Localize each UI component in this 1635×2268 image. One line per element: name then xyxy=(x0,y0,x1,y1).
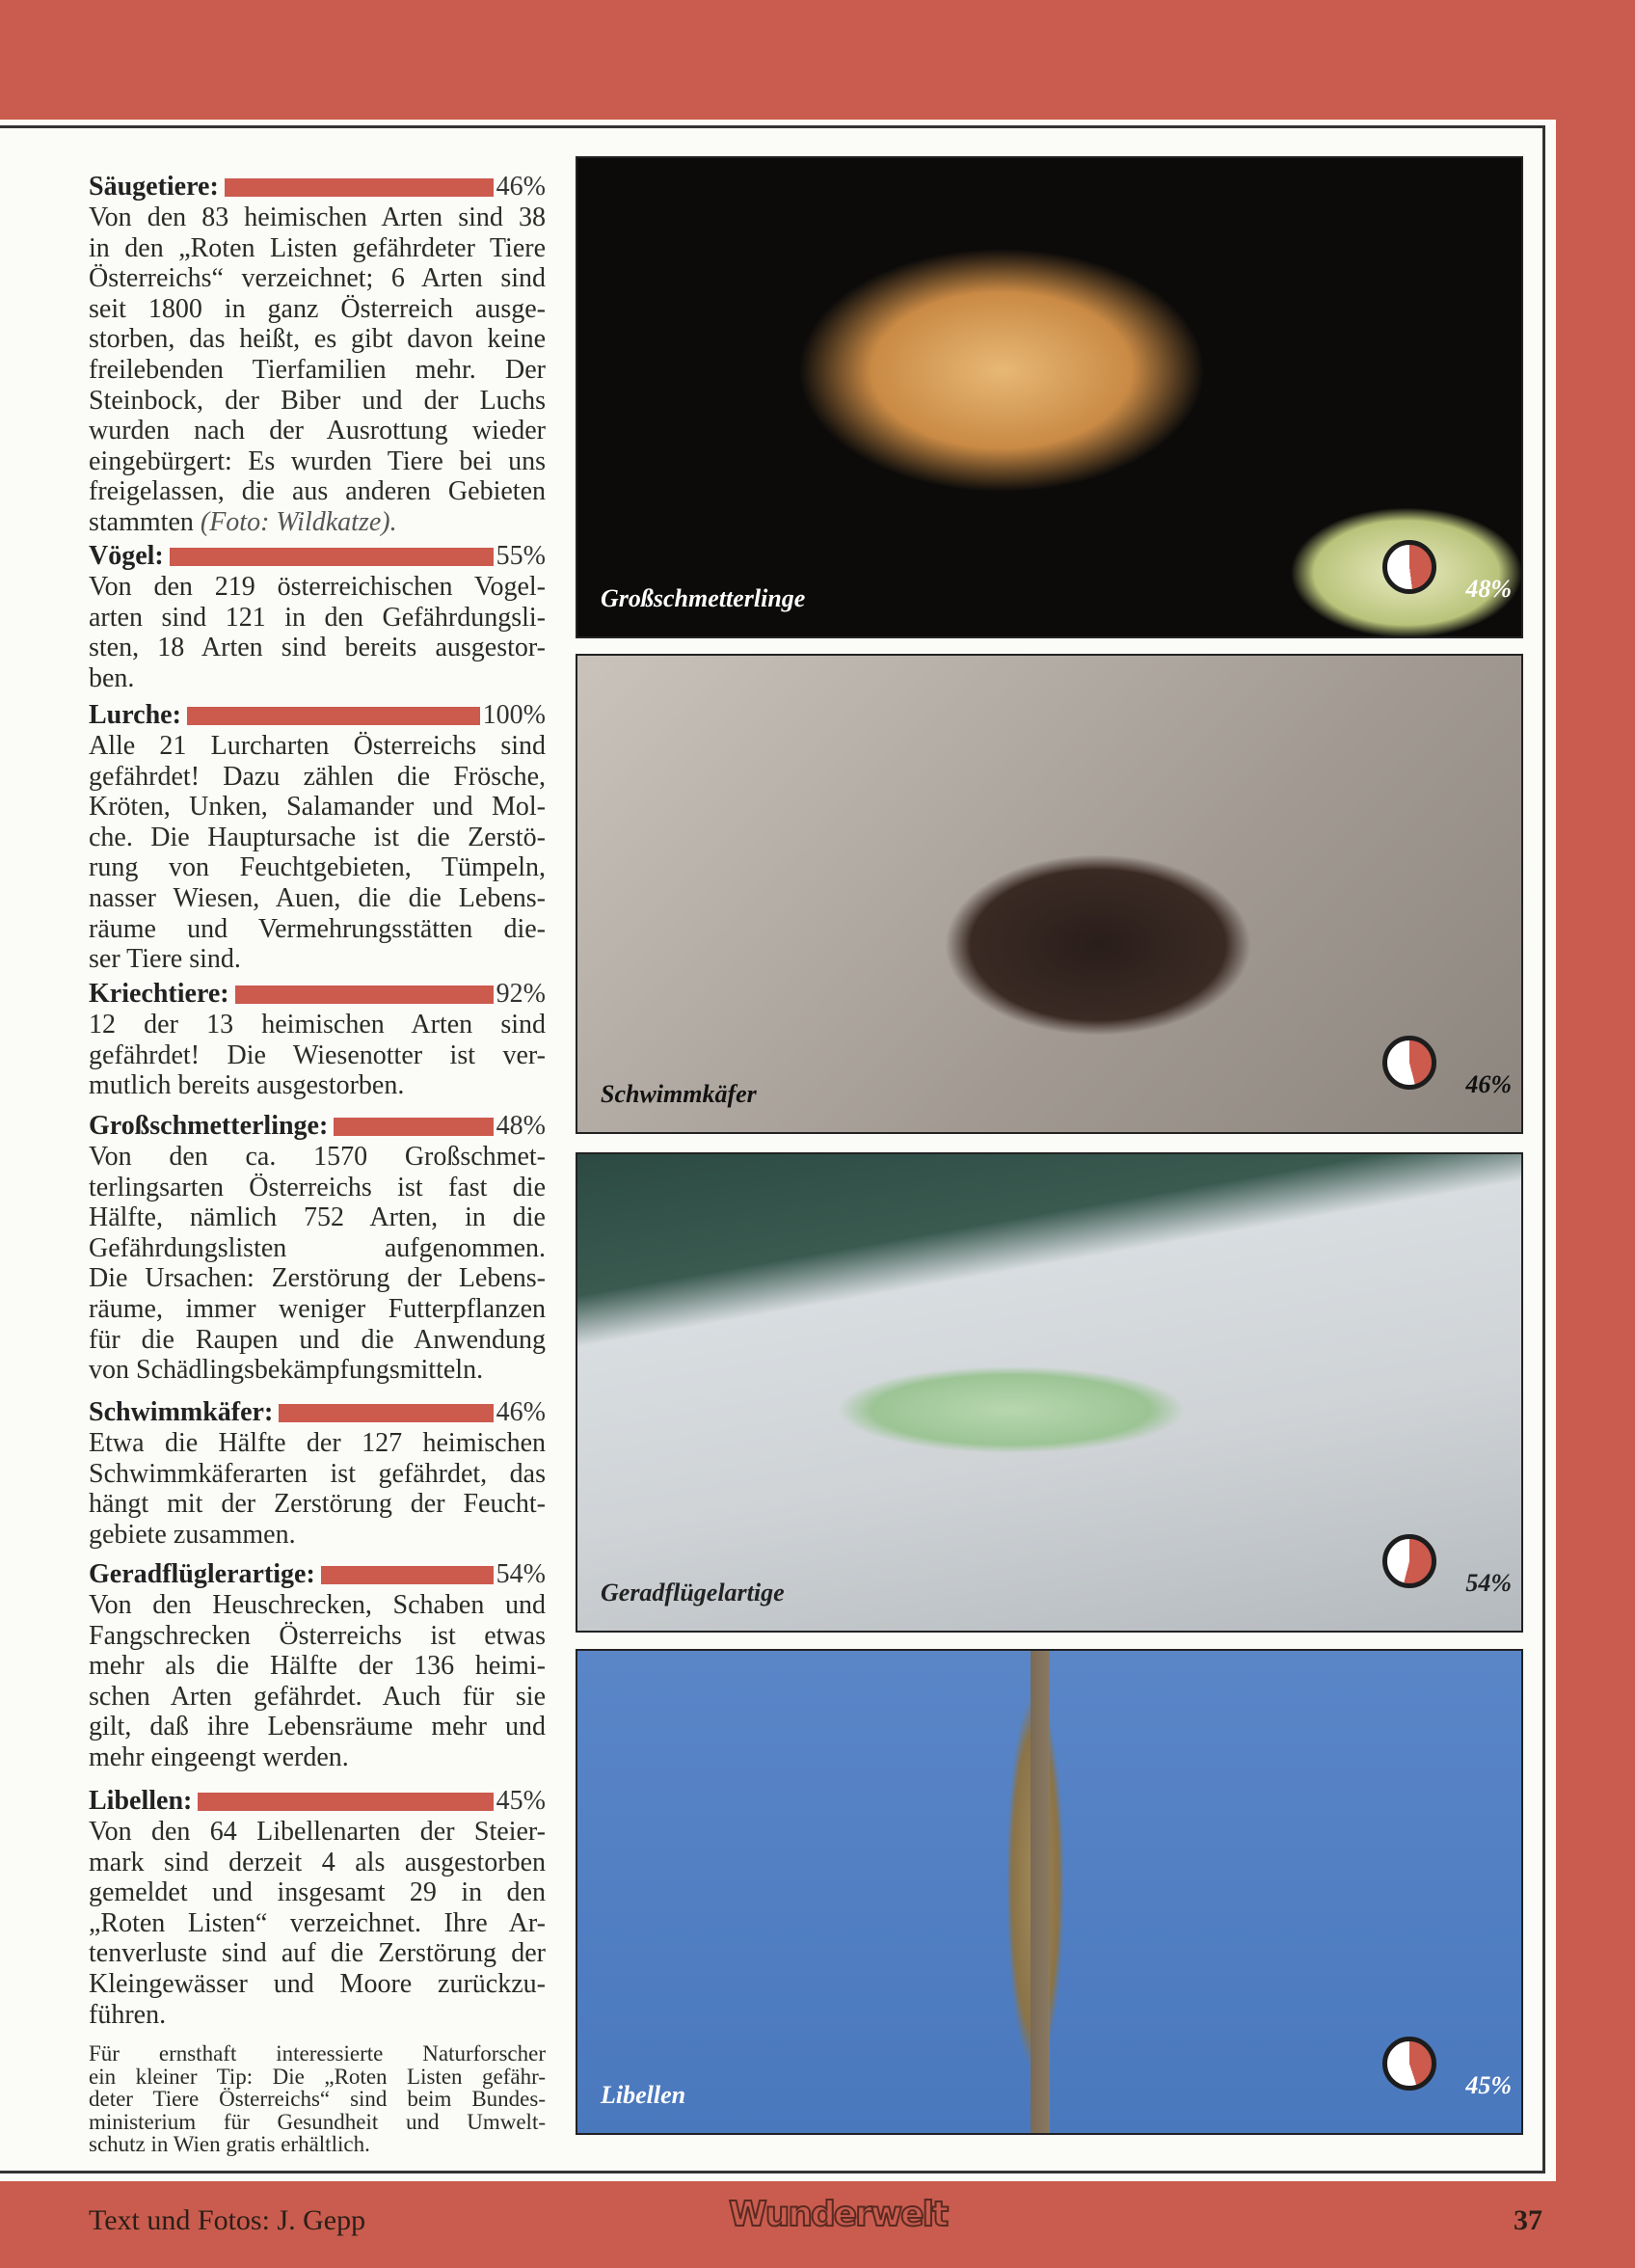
text-line: Von den Heuschrecken, Schaben und xyxy=(89,1590,546,1620)
section-percent: 45% xyxy=(496,1786,546,1816)
text-line: mehr als die Hälfte der 136 heimi- xyxy=(89,1651,546,1682)
section-2 xyxy=(89,700,546,975)
text-line: in den „Roten Listen gefährdeter Tiere xyxy=(89,232,546,263)
text-line: schen Arten gefährdet. Auch für sie xyxy=(89,1681,546,1712)
section-heading xyxy=(89,979,546,1010)
text-line: che. Die Hauptursache ist die Zerstö- xyxy=(89,822,546,852)
percent-bar xyxy=(198,1793,493,1811)
percent-bar xyxy=(334,1118,493,1136)
percent-bar xyxy=(321,1566,494,1584)
text-line: mark sind derzeit 4 als ausgestorben xyxy=(89,1847,546,1877)
text-line: Fangschrecken Österreichs ist etwas xyxy=(89,1620,546,1651)
section-percent: 54% xyxy=(496,1559,546,1589)
text-line: Von den 219 österreichischen Vogel- xyxy=(89,572,546,602)
text-line: seit 1800 in ganz Österreich ausge- xyxy=(89,293,546,324)
text-line: gefährdet! Dazu zählen die Frösche, xyxy=(89,761,546,792)
percent-bar xyxy=(225,178,494,197)
magazine-logo: Wunderwelt xyxy=(729,2195,948,2234)
section-0 xyxy=(89,172,546,538)
text-line: storben, das heißt, es gibt davon keine xyxy=(89,324,546,355)
text-line: Etwa die Hälfte der 127 heimischen xyxy=(89,1428,546,1458)
section-percent: 48% xyxy=(496,1111,546,1141)
text-line: ein kleiner Tip: Die „Roten Listen gefähr- xyxy=(89,2064,546,2089)
photo-percent: 45% xyxy=(1465,2071,1512,2099)
section-heading xyxy=(89,541,546,572)
text-line: gilt, daß ihre Lebensräume mehr und xyxy=(89,1712,546,1742)
text-line xyxy=(89,507,546,538)
text-line: Gefährdungslisten aufgenommen. xyxy=(89,1232,546,1263)
section-label: Lurche: xyxy=(89,700,181,730)
photo-butterfly xyxy=(576,156,1523,638)
section-label: Schwimmkäfer: xyxy=(89,1397,274,1427)
section-heading xyxy=(89,1559,546,1590)
text-line: arten sind 121 in den Gefährdungsli- xyxy=(89,602,546,633)
section-percent: 100% xyxy=(482,700,546,730)
text-line: gebiete zusammen. xyxy=(89,1519,296,1550)
section-heading xyxy=(89,1786,546,1817)
section-6 xyxy=(89,1559,546,1773)
text-line: räume, immer weniger Futterpflanzen xyxy=(89,1293,546,1324)
section-percent: 55% xyxy=(496,541,546,571)
pie-chart-icon xyxy=(1382,2037,1436,2091)
pie-chart-icon xyxy=(1382,540,1436,594)
section-1 xyxy=(89,541,546,693)
page-number: 37 xyxy=(1514,2204,1542,2236)
photo-percent: 54% xyxy=(1465,1569,1512,1597)
text-line: ministerium für Gesundheit und Umwelt- xyxy=(89,2109,546,2134)
percent-bar xyxy=(170,548,494,566)
section-heading xyxy=(89,1397,546,1428)
text-line: sten, 18 Arten sind bereits ausgestor- xyxy=(89,633,546,663)
text-line: Steinbock, der Biber und der Luchs xyxy=(89,385,546,416)
text-line: Hälfte, nämlich 752 Arten, in die xyxy=(89,1202,546,1233)
photo-caption: Großschmetterlinge xyxy=(601,584,806,612)
section-3 xyxy=(89,979,546,1101)
text-line: hängt mit der Zerstörung der Feucht- xyxy=(89,1489,546,1520)
text-line: deter Tiere Österreichs“ sind beim Bundes- xyxy=(89,2087,546,2111)
photo-percent: 46% xyxy=(1465,1070,1512,1098)
text-line: tenverluste sind auf die Zerstörung der xyxy=(89,1938,546,1969)
photo-dragonfly xyxy=(576,1649,1523,2135)
photo-caption: Geradflügelartige xyxy=(601,1579,785,1606)
section-label: Säugetiere: xyxy=(89,172,219,202)
photo-caption: Schwimmkäfer xyxy=(601,1080,757,1108)
text-line: mehr eingeengt werden. xyxy=(89,1742,349,1772)
text-line: gefährdet! Die Wiesenotter ist ver- xyxy=(89,1040,546,1070)
text-line: Schwimmkäferarten ist gefährdet, das xyxy=(89,1458,546,1489)
text-line: eingebürgert: Es wurden Tiere bei uns xyxy=(89,446,546,476)
text-line: Kleingewässer und Moore zurückzu- xyxy=(89,1968,546,1999)
text-line: rung von Feuchtgebieten, Tümpeln, xyxy=(89,852,546,883)
text-line: wurden nach der Ausrottung wieder xyxy=(89,416,546,446)
section-heading xyxy=(89,700,546,731)
text-line: freigelassen, die aus anderen Gebieten xyxy=(89,476,546,507)
footer-credit: Text und Fotos: J. Gepp xyxy=(89,2204,366,2236)
percent-bar xyxy=(187,707,480,725)
section-7 xyxy=(89,1786,546,2030)
text-line: 12 der 13 heimischen Arten sind xyxy=(89,1010,546,1040)
percent-bar xyxy=(235,986,494,1004)
text-line-body: stammten xyxy=(89,506,194,537)
text-line: Österreichs“ verzeichnet; 6 Arten sind xyxy=(89,263,546,294)
section-label: Vögel: xyxy=(89,541,164,571)
text-line: Von den ca. 1570 Großschmet- xyxy=(89,1142,546,1172)
section-percent: 92% xyxy=(496,979,546,1009)
section-label: Libellen: xyxy=(89,1786,193,1816)
photo-credit: (Foto: Wildkatze). xyxy=(200,506,397,537)
photo-percent: 48% xyxy=(1465,575,1512,603)
text-line: Von den 64 Libellenarten der Steier- xyxy=(89,1817,546,1847)
text-line: Alle 21 Lurcharten Österreichs sind xyxy=(89,731,546,761)
pie-chart-icon xyxy=(1382,1534,1436,1588)
text-line: schutz in Wien gratis erhältlich. xyxy=(89,2132,370,2156)
section-heading xyxy=(89,1111,546,1142)
text-line: Kröten, Unken, Salamander und Mol- xyxy=(89,792,546,823)
text-line: Die Ursachen: Zerstörung der Lebens- xyxy=(89,1263,546,1294)
section-percent: 46% xyxy=(496,1397,546,1427)
text-line: mutlich bereits ausgestorben. xyxy=(89,1070,405,1101)
text-line: terlingsarten Österreichs ist fast die xyxy=(89,1172,546,1202)
text-line: nasser Wiesen, Auen, die die Lebens- xyxy=(89,882,546,913)
text-line: Für ernsthaft interessierte Naturforscher xyxy=(89,2041,546,2066)
tip-note xyxy=(89,2042,546,2156)
pie-chart-icon xyxy=(1382,1036,1436,1090)
section-heading xyxy=(89,172,546,202)
photo-grasshopper xyxy=(576,1152,1523,1633)
percent-bar xyxy=(279,1404,493,1422)
section-label: Geradflüglerartige: xyxy=(89,1559,315,1589)
section-label: Großschmetterlinge: xyxy=(89,1111,329,1141)
text-line: freilebenden Tierfamilien mehr. Der xyxy=(89,354,546,385)
section-5 xyxy=(89,1397,546,1550)
text-line: gemeldet und insgesamt 29 in den xyxy=(89,1877,546,1908)
text-line: räume und Vermehrungsstätten die- xyxy=(89,913,546,944)
text-line: für die Raupen und die Anwendung xyxy=(89,1324,546,1355)
text-line: Von den 83 heimischen Arten sind 38 xyxy=(89,202,546,232)
section-label: Kriechtiere: xyxy=(89,979,229,1009)
text-line: von Schädlingsbekämpfungsmitteln. xyxy=(89,1355,484,1386)
text-line: ser Tiere sind. xyxy=(89,944,241,975)
page xyxy=(0,120,1556,2181)
photo-caption: Libellen xyxy=(601,2081,686,2109)
text-line: ben. xyxy=(89,662,135,693)
section-percent: 46% xyxy=(496,172,546,202)
photo-diving-beetle xyxy=(576,654,1523,1134)
section-4 xyxy=(89,1111,546,1386)
text-line: „Roten Listen“ verzeichnet. Ihre Ar- xyxy=(89,1907,546,1938)
text-line: führen. xyxy=(89,1999,167,2030)
